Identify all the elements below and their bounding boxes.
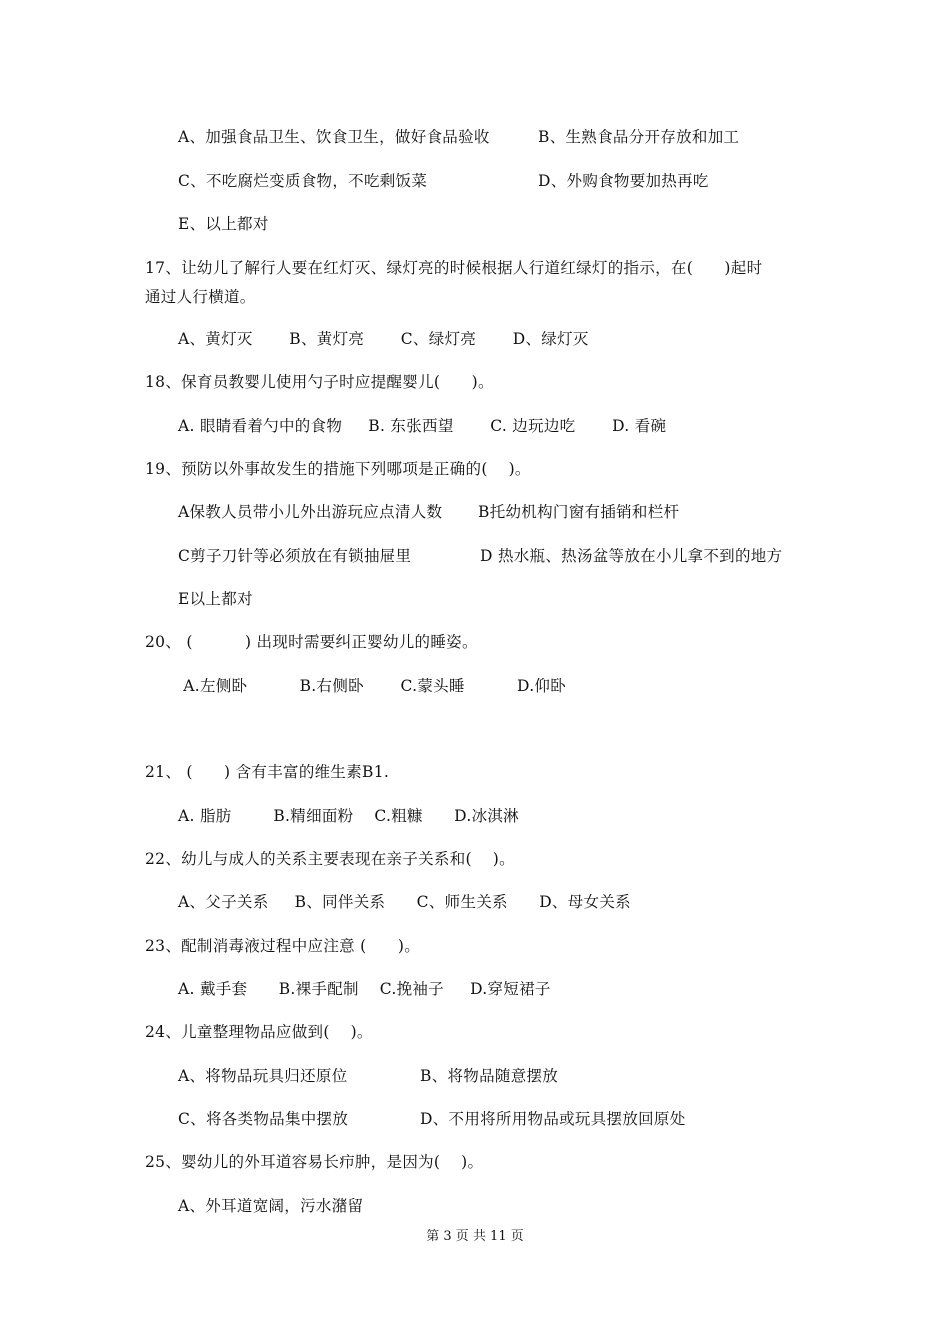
q16-option-d: D、外购食物要加热再吃 [538,172,709,190]
q19-option-c: C剪子刀针等必须放在有锁抽屉里 [178,547,412,565]
q23-options: A. 戴手套 B.裸手配制 C.挽袖子 D.穿短裙子 [178,980,551,998]
q24-text: 24、儿童整理物品应做到( )。 [145,1023,373,1041]
q25-text: 25、婴幼儿的外耳道容易长疖肿，是因为( )。 [145,1153,484,1171]
q17-text-line1: 17、让幼儿了解行人要在红灯灭、绿灯亮的时候根据人行道红绿灯的指示，在( )起时 [145,259,763,277]
q19-option-b: B托幼机构门窗有插销和栏杆 [478,503,680,521]
q21-text: 21、 ( ) 含有丰富的维生素B1. [145,763,390,781]
q16-option-c: C、不吃腐烂变质食物，不吃剩饭菜 [178,172,428,190]
q22-options: A、父子关系 B、同伴关系 C、师生关系 D、母女关系 [178,893,631,911]
q23-text: 23、配制消毒液过程中应注意 ( )。 [145,937,421,955]
q21-options: A. 脂肪 B.精细面粉 C.粗糠 D.冰淇淋 [178,807,519,825]
q20-text: 20、 ( ) 出现时需要纠正婴幼儿的睡姿。 [145,633,478,651]
q18-options: A. 眼睛看着勺中的食物 B. 东张西望 C. 边玩边吃 D. 看碗 [178,417,667,435]
q16-option-e: E、以上都对 [178,215,269,233]
q18-text: 18、保育员教婴儿使用勺子时应提醒婴儿( )。 [145,373,494,391]
q16-option-b: B、生熟食品分开存放和加工 [538,128,740,146]
q19-option-a: A保教人员带小儿外出游玩应点清人数 [178,503,443,521]
q24-option-b: B、将物品随意摆放 [420,1067,559,1085]
q22-text: 22、幼儿与成人的关系主要表现在亲子关系和( )。 [145,850,515,868]
q16-option-a: A、加强食品卫生、饮食卫生，做好食品验收 [178,128,490,146]
q19-option-d: D 热水瓶、热汤盆等放在小儿拿不到的地方 [480,547,783,565]
q20-options: A.左侧卧 B.右侧卧 C.蒙头睡 D.仰卧 [178,677,567,695]
q17-text-line2: 通过人行横道。 [145,288,256,306]
q19-text: 19、预防以外事故发生的措施下列哪项是正确的( )。 [145,460,531,478]
q19-option-e: E以上都对 [178,590,253,608]
q17-options: A、黄灯灭 B、黄灯亮 C、绿灯亮 D、绿灯灭 [178,330,589,348]
q24-option-a: A、将物品玩具归还原位 [178,1067,348,1085]
q24-option-d: D、不用将所用物品或玩具摆放回原处 [420,1110,686,1128]
page-footer: 第 3 页 共 11 页 [426,1229,524,1244]
q25-option-a: A、外耳道宽阔，污水潴留 [178,1197,364,1215]
q24-option-c: C、将各类物品集中摆放 [178,1110,349,1128]
